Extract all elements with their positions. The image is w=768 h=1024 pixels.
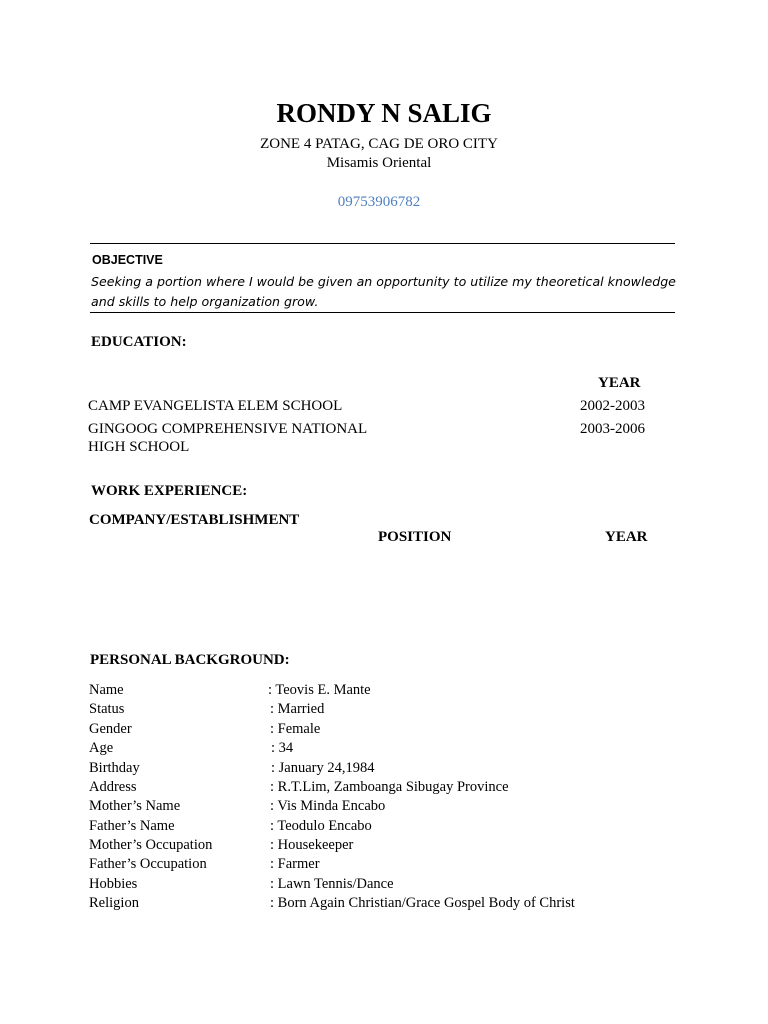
value-age: : 34 [271,740,294,756]
education-school-2-line-2: HIGH SCHOOL [88,439,190,455]
label-birthday: Birthday [89,760,140,776]
label-status: Status [89,701,125,717]
label-gender: Gender [89,721,132,737]
divider-top [90,243,675,244]
work-column-position: POSITION [378,529,452,545]
label-religion: Religion [89,895,139,911]
value-hobbies: : Lawn Tennis/Dance [270,876,394,892]
applicant-name: RONDY N SALIG [276,98,492,128]
phone-number: 09753906782 [337,194,421,210]
value-name: : Teovis E. Mante [268,682,371,698]
value-fathers-occupation: : Farmer [270,856,320,872]
personal-heading: PERSONAL BACKGROUND: [90,652,290,668]
label-name: Name [89,682,124,698]
value-mothers-name: : Vis Minda Encabo [270,798,386,814]
work-heading: WORK EXPERIENCE: [91,483,248,499]
value-gender: : Female [270,721,321,737]
address-line-2: Misamis Oriental [326,155,432,171]
label-hobbies: Hobbies [89,876,138,892]
value-birthday: : January 24,1984 [271,760,375,776]
education-year-1: 2002-2003 [580,398,645,414]
label-mothers-occupation: Mother’s Occupation [89,837,213,853]
education-heading: EDUCATION: [91,334,187,350]
value-religion: : Born Again Christian/Grace Gospel Body of Christ [270,895,575,911]
value-fathers-name: : Teodulo Encabo [270,818,372,834]
divider-bottom [90,312,675,313]
value-status: : Married [270,701,325,717]
label-mothers-name: Mother’s Name [89,798,181,814]
education-year-2: 2003-2006 [580,421,645,437]
objective-heading: OBJECTIVE [92,253,163,267]
work-column-company: COMPANY/ESTABLISHMENT [89,512,300,528]
label-fathers-name: Father’s Name [89,818,175,834]
work-column-year: YEAR [605,529,648,545]
value-mothers-occupation: : Housekeeper [270,837,354,853]
value-address: : R.T.Lim, Zamboanga Sibugay Province [270,779,509,795]
objective-text: Seeking a portion where I would be given an opportunity to utilize my theoretical knowledge and skills to help organization grow. [91,274,676,309]
education-year-header: YEAR [598,375,641,391]
education-school-1: CAMP EVANGELISTA ELEM SCHOOL [88,398,343,414]
label-fathers-occupation: Father’s Occupation [89,856,207,872]
education-school-2-line-1: GINGOOG COMPREHENSIVE NATIONAL [88,421,368,437]
address-line-1: ZONE 4 PATAG, CAG DE ORO CITY [260,136,498,152]
label-address: Address [89,779,137,795]
label-age: Age [89,740,114,756]
